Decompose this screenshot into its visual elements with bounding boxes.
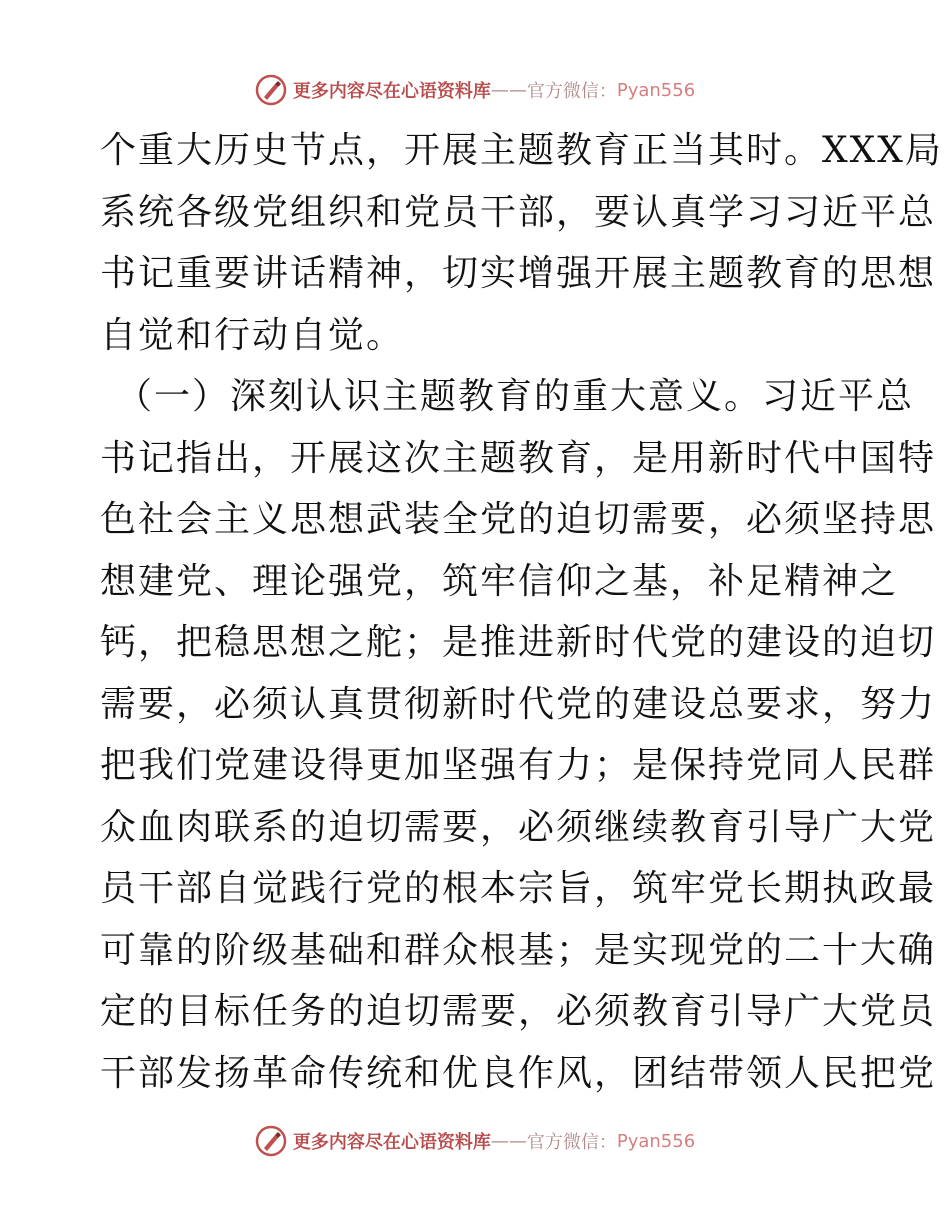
text-line: 把我们党建设得更加坚强有力；是保持党同人民群 — [100, 745, 937, 786]
watermark-label: 官方微信： — [526, 81, 617, 102]
header-watermark — [0, 70, 950, 110]
text-line: 钙，把稳思想之舵；是推进新时代党的建设的迫切 — [100, 622, 937, 663]
text-line: 干部发扬革命传统和优良作风，团结带领人民把党 — [100, 1052, 937, 1094]
text-line: 书记重要讲话精神，切实增强开展主题教育的思想 — [100, 253, 937, 294]
text-line: 个重大历史节点，开展主题教育正当其时。XXX局 — [100, 130, 943, 171]
watermark-dash: —— — [490, 1130, 527, 1152]
paragraph-2 — [100, 366, 937, 1104]
section-heading-line: （一）深刻认识主题教育的重大意义。习近平总 — [116, 376, 915, 417]
text-line: 系统各级党组织和党员干部，要认真学习习近平总 — [100, 191, 937, 233]
text-line: 可靠的阶级基础和群众根基；是实现党的二十大确 — [100, 929, 937, 971]
watermark-label: 官方微信： — [526, 1132, 617, 1153]
document-body — [100, 120, 943, 1104]
text-line: 自觉和行动自觉。 — [100, 314, 405, 356]
pen-logo-icon — [255, 74, 287, 106]
watermark-main-text: 更多内容尽在心语资料库 — [292, 81, 491, 102]
footer-watermark — [0, 1121, 950, 1161]
text-line: 书记指出，开展这次主题教育，是用新时代中国特 — [100, 437, 937, 479]
text-line: 色社会主义思想武装全党的迫切需要，必须坚持思 — [100, 499, 937, 540]
text-line: 定的目标任务的迫切需要，必须教育引导广大党员 — [100, 991, 937, 1032]
watermark-main-text: 更多内容尽在心语资料库 — [292, 1132, 491, 1153]
pen-logo-icon — [255, 1125, 287, 1157]
paragraph-1 — [100, 120, 943, 366]
text-line: 众血肉联系的迫切需要，必须继续教育引导广大党 — [100, 806, 937, 848]
text-line: 需要，必须认真贯彻新时代党的建设总要求，努力 — [100, 683, 937, 725]
watermark-handle: Pyan556 — [616, 1130, 696, 1152]
text-line: 想建党、理论强党，筑牢信仰之基，补足精神之 — [100, 560, 899, 602]
watermark-handle: Pyan556 — [616, 79, 696, 101]
text-line: 员干部自觉践行党的根本宗旨，筑牢党长期执政最 — [100, 868, 937, 909]
watermark-dash: —— — [490, 79, 527, 101]
